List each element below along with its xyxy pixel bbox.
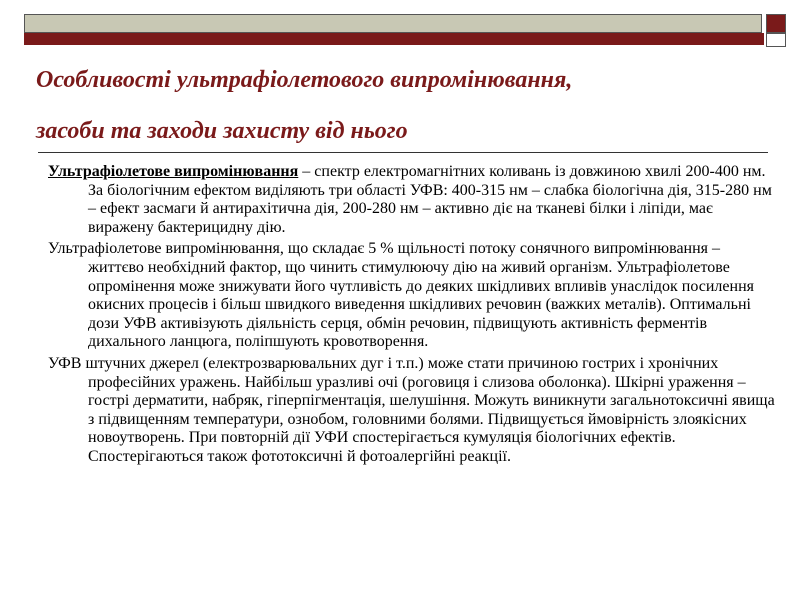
header-accent-bar (24, 33, 764, 45)
paragraph-definition (48, 163, 778, 237)
paragraph-text: – спектр електромагнітних коливань із довжиною хвилі 200-400 нм. За біологічним ефектом виділяють три області УФВ: 400-315 нм – слабка біологічна дія, 315-280 нм – ефект засмаги й антирахітична дія, 200-280 нм – активно діє на тканеві білки і ліпіди, має виражену бактерицидну дію. (88, 163, 772, 236)
paragraph-benefits (48, 240, 778, 352)
corner-square-light (766, 33, 786, 47)
header-bar (24, 14, 762, 33)
slide-title-line-2: засоби та заходи захисту від нього (36, 118, 408, 144)
paragraph-text: Ультрафіолетове випромінювання, що складає 5 % щільності потоку сонячного випромінювання – життєво необхідний фактор, що чинить стимулюючу дію на живий організм. Ультрафіолетове опромінення може знижувати його чутливість до деяких шкідливих впливів унаслідок посилення окисних процесів і більш швидкого виведення шкідливих речовин (важких металів). Оптимальні дози УФВ активізують діяльність серця, обмін речовин, підвищують активність ферментів дихального ланцюга, поліпшують кровотворення. (48, 240, 754, 351)
slide-body (48, 163, 778, 470)
slide-title (36, 55, 776, 157)
term-highlight: Ультрафіолетове випромінювання (48, 163, 299, 180)
paragraph-text: УФВ штучних джерел (електрозварювальних дуг і т.п.) може стати причиною гострих і хронічних професійних уражень. Найбільш уразливі очі (роговиця і слизова оболонка). Шкірні ураження – гострі дерматити, набряк, гіперпігментація, шелушіння. Можуть виникнути загальнотоксичні явища з підвищенням температури, ознобом, головними болями. Підвищується ймовірність злоякісних новоутворень. При повторній дії УФИ спостерігається кумуляція біологічних ефектів. Спостерігаються також фототоксичні й фотоалергійні реакції. (48, 354, 775, 465)
corner-square-dark (766, 14, 786, 33)
slide-title-line-1: Особливості ультрафіолетового випромінювання, (36, 67, 573, 93)
title-divider (38, 152, 768, 153)
paragraph-hazards (48, 355, 778, 467)
